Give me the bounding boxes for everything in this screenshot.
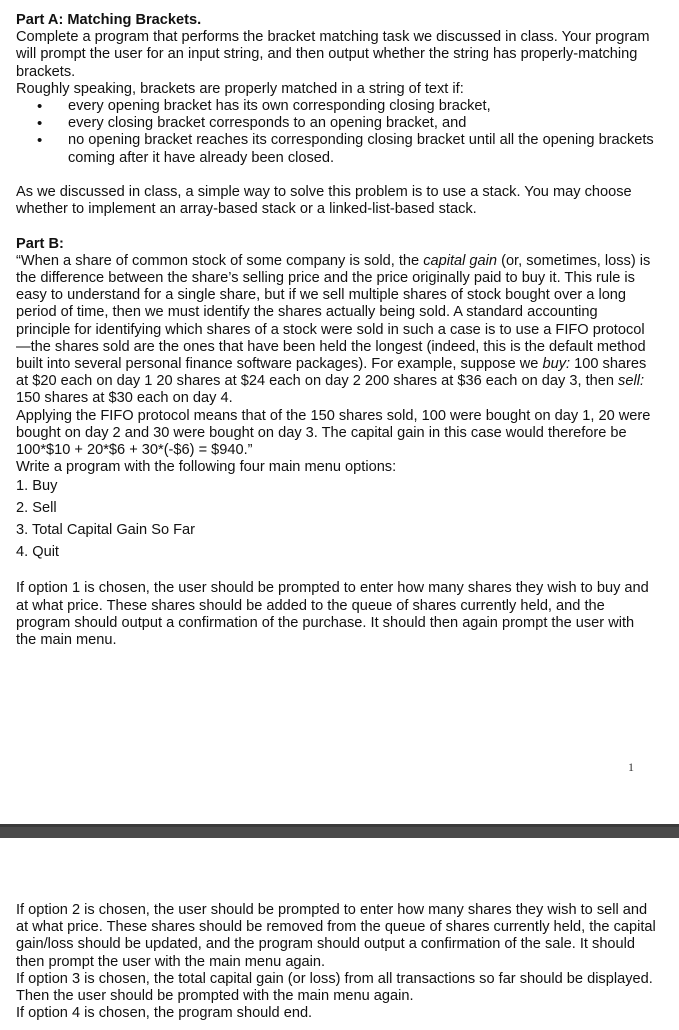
capital-gain-term: capital gain [423, 252, 498, 269]
bracket-rules-list [16, 98, 656, 167]
part-b-heading: Part B: [16, 235, 64, 252]
main-menu-options [16, 476, 656, 563]
page-1-content [16, 12, 656, 649]
list-item: • every closing bracket corresponds to an opening bracket, and [16, 115, 656, 132]
menu-option-total-gain: 3. Total Capital Gain So Far [16, 521, 196, 538]
option-2-description: If option 2 is chosen, the user should be prompted to enter how many shares they wish to sell and at what price. These shares should be removed from the queue of shares currently held, the capital gain/loss should be updated, and the program should output a confirmation of the sale. It should then prompt the user with the main menu again. [16, 902, 656, 970]
part-a-heading: Part A: Matching Brackets. [16, 12, 202, 28]
fifo-explanation: Applying the FIFO protocol means that of the 150 shares sold, 100 were bought on day 1, 20 were bought on day 2 and 30 were bought on day 3. The capital gain in this case would therefore be 100*$10 + 20*$6 + 30*(-$6) = $940.” [16, 407, 651, 459]
fifo-quote: “When a share of common stock of some company is sold, the capital gain (or, sometimes, loss) is the difference between the share’s selling price and the price originally paid to buy it. This rule is easy to understand for a single share, but if we sell multiple shares of stock bought over a long period of time, then we must identify the shares actually being sold. A standard accounting principle for identifying which shares of a stock were sold in such a case is to use a FIFO protocol—the shares sold are the ones that have been held the longest (indeed, this is the default method built into several personal finance software packages). For example, suppose we buy: 100 shares at $20 each on day 1 20 shares at $24 each on day 2 200 shares at $36 each on day 3, then sell: 150 shares at $30 each on day 4. [16, 252, 651, 407]
list-item: • every opening bracket has its own corresponding closing bracket, [16, 98, 656, 115]
menu-option-quit: 4. Quit [16, 543, 59, 560]
option-4-description: If option 4 is chosen, the program should end. [16, 1005, 313, 1022]
part-a-rule-lead: Roughly speaking, brackets are properly matched in a string of text if: [16, 80, 464, 97]
page-number: 1 [628, 760, 634, 774]
page-2-content [16, 902, 656, 1022]
option-3-description: If option 3 is chosen, the total capital gain (or loss) from all transactions so far should be displayed. Then the user should be prompted with the main menu again. [16, 970, 653, 1005]
menu-intro: Write a program with the following four main menu options: [16, 459, 397, 476]
menu-option-sell: 2. Sell [16, 500, 57, 517]
page-separator [0, 824, 679, 838]
part-a-intro: Complete a program that performs the bracket matching task we discussed in class. Your program will prompt the user for an input string, and then output whether the string has properly-matching brackets. [16, 29, 650, 80]
menu-option-buy: 1. Buy [16, 478, 58, 495]
stack-note: As we discussed in class, a simple way to solve this problem is to use a stack. You may choose whether to implement an array-based stack or a linked-list-based stack. [16, 184, 632, 218]
list-item: • no opening bracket reaches its corresponding closing bracket until all the opening brackets coming after it have already been closed. [16, 132, 656, 166]
buy-term: buy: [542, 356, 571, 373]
option-1-description: If option 1 is chosen, the user should be prompted to enter how many shares they wish to buy and at what price. These shares should be added to the queue of shares currently held, and the program should output a confirmation of the purchase. It should then again prompt the user with the main menu. [16, 580, 649, 649]
sell-term: sell: [618, 373, 644, 390]
